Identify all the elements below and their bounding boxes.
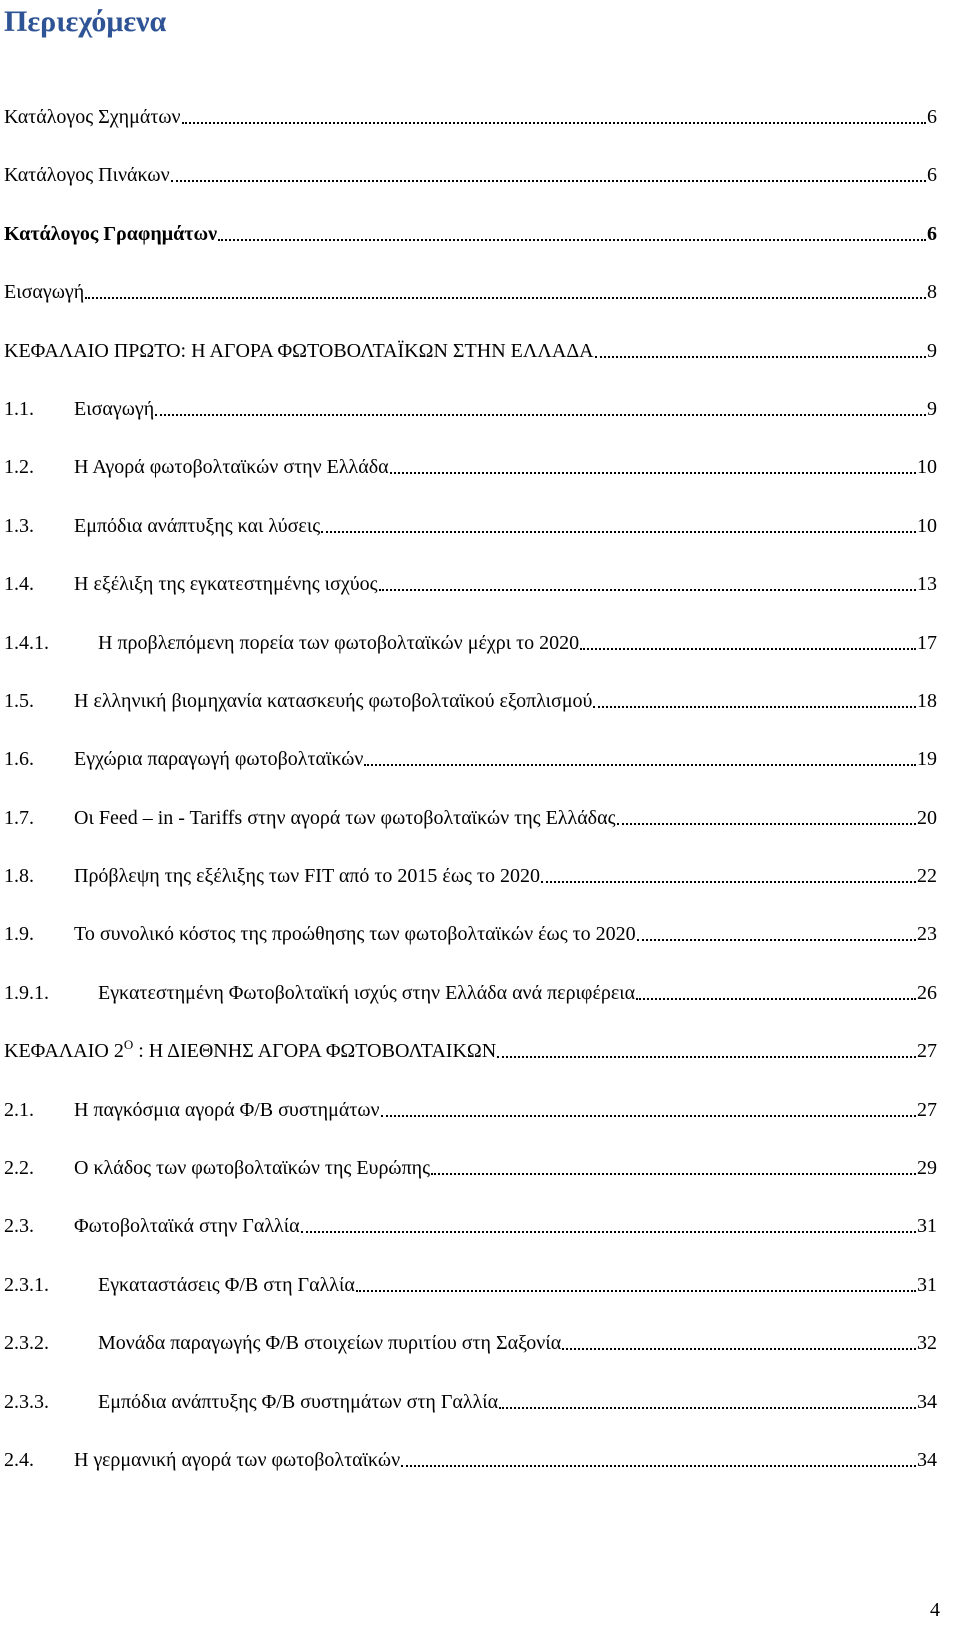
toc-dot-leader: [182, 103, 926, 131]
toc-dot-leader: [580, 629, 916, 657]
toc-entry-title: Η Αγορά φωτοβολταϊκών στην Ελλάδα: [74, 456, 389, 479]
toc-entry-title: Φωτοβολταϊκά στην Γαλλία: [74, 1215, 300, 1238]
toc-entry[interactable]: [4, 161, 937, 219]
toc-dot-leader: [541, 862, 916, 890]
toc-entry-title: ΚΕΦΑΛΑΙΟ 2: [4, 1040, 124, 1063]
toc-entry-number: 1.6.: [4, 748, 34, 771]
toc-entry[interactable]: [4, 278, 937, 336]
toc-entry-text: [74, 512, 320, 540]
toc-entry-text: [4, 161, 170, 189]
toc-entry-title: ΚΕΦΑΛΑΙΟ ΠΡΩΤΟ: Η ΑΓΟΡΑ ΦΩΤΟΒΟΛΤΑΪΚΩΝ ΣΤΗΝ ΕΛΛΑΔΑ: [4, 339, 594, 362]
toc-entry-text: [74, 1446, 400, 1474]
toc-entry[interactable]: [4, 1446, 937, 1504]
toc-dot-leader: [381, 1096, 916, 1124]
toc-entry-number: 2.3.2.: [4, 1332, 49, 1355]
toc-dot-leader: [636, 979, 916, 1007]
toc-list: [4, 103, 937, 1504]
toc-entry-text: [98, 629, 579, 657]
toc-entry-title: Κατάλογος Πινάκων: [4, 164, 170, 187]
toc-entry-page: 6: [927, 164, 937, 187]
toc-entry-title: Οι Feed – in - Tariffs στην αγορά των φωτοβολταϊκών της Ελλάδας: [74, 806, 616, 829]
toc-entry[interactable]: [4, 1096, 937, 1154]
toc-dot-leader: [497, 1037, 916, 1065]
toc-entry-title: Εγχώρια παραγωγή φωτοβολταϊκών: [74, 748, 364, 771]
toc-entry-title: Εμπόδια ανάπτυξης Φ/Β συστημάτων στη Γαλλία: [98, 1390, 499, 1413]
toc-entry[interactable]: [4, 687, 937, 745]
toc-entry-page: 26: [917, 981, 937, 1004]
toc-dot-leader: [401, 1446, 916, 1474]
toc-dot-leader: [499, 1388, 916, 1416]
toc-entry[interactable]: [4, 920, 937, 978]
toc-entry-page: 34: [917, 1448, 937, 1471]
toc-dot-leader: [85, 278, 926, 306]
toc-entry-page: 10: [917, 456, 937, 479]
toc-dot-leader: [593, 687, 916, 715]
toc-entry-page: 17: [917, 631, 937, 654]
toc-entry-text: [4, 220, 217, 248]
toc-entry-title: Κατάλογος Σχημάτων: [4, 106, 181, 128]
toc-entry[interactable]: [4, 1388, 937, 1446]
toc-entry-number: 2.4.: [4, 1448, 34, 1471]
toc-entry-page: 27: [917, 1040, 937, 1063]
toc-title: Περιεχόμενα: [4, 5, 167, 38]
toc-entry-text: [74, 453, 389, 481]
toc-entry[interactable]: [4, 804, 937, 862]
toc-entry[interactable]: [4, 512, 937, 570]
toc-entry[interactable]: [4, 1037, 937, 1095]
toc-entry-number: 1.7.: [4, 806, 34, 829]
toc-entry-text: [74, 1154, 430, 1182]
toc-dot-leader: [617, 804, 916, 832]
toc-entry-number: 2.2.: [4, 1157, 34, 1180]
toc-entry-title: Εμπόδια ανάπτυξης και λύσεις: [74, 514, 321, 537]
toc-entry-text: [4, 103, 181, 131]
toc-entry-number: 1.5.: [4, 689, 34, 712]
toc-entry-number: 2.3.1.: [4, 1273, 49, 1296]
toc-entry-page: 18: [917, 689, 937, 712]
toc-entry-number: 2.3.: [4, 1215, 34, 1238]
toc-dot-leader: [171, 161, 926, 189]
toc-entry[interactable]: [4, 103, 937, 161]
toc-entry-page: 29: [917, 1157, 937, 1180]
toc-entry-text: [74, 395, 154, 423]
toc-entry[interactable]: [4, 395, 937, 453]
toc-entry[interactable]: [4, 1329, 937, 1387]
toc-entry[interactable]: [4, 1212, 937, 1270]
toc-entry-number: 1.2.: [4, 456, 34, 479]
toc-entry-title: Κατάλογος Γραφημάτων: [4, 222, 218, 245]
toc-dot-leader: [595, 337, 926, 365]
toc-entry-page: 8: [927, 281, 937, 304]
toc-dot-leader: [364, 745, 916, 773]
toc-entry[interactable]: [4, 979, 937, 1037]
toc-entry[interactable]: [4, 453, 937, 511]
toc-entry-title: Εισαγωγή: [4, 281, 85, 304]
toc-dot-leader: [301, 1212, 916, 1240]
toc-dot-leader: [390, 453, 916, 481]
toc-entry-number: 2.3.3.: [4, 1390, 49, 1413]
toc-entry-title: Η εξέλιξη της εγκατεστημένης ισχύος: [74, 573, 378, 596]
toc-entry-text: [74, 687, 592, 715]
toc-entry-number: 1.4.1.: [4, 631, 49, 654]
toc-entry-page: 13: [917, 573, 937, 596]
toc-entry-title: Η ελληνική βιομηχανία κατασκευής φωτοβολταϊκού εξοπλισμού: [74, 689, 593, 712]
toc-entry-title: Εισαγωγή: [74, 397, 155, 420]
page-number: 4: [930, 1599, 940, 1621]
toc-entry-page: 10: [917, 514, 937, 537]
toc-entry[interactable]: [4, 570, 937, 628]
toc-entry[interactable]: [4, 220, 937, 278]
toc-dot-leader: [321, 512, 916, 540]
toc-entry-title: Ο κλάδος των φωτοβολταϊκών της Ευρώπης: [74, 1157, 431, 1180]
toc-dot-leader: [637, 920, 916, 948]
toc-entry-text: [98, 979, 635, 1007]
toc-entry-page: 34: [917, 1390, 937, 1413]
toc-entry-title-continued: : Η ΔΙΕΘΝΗΣ ΑΓΟΡΑ ΦΩΤΟΒΟΛΤΑΙΚΩΝ: [133, 1040, 497, 1063]
toc-dot-leader: [562, 1329, 916, 1357]
toc-dot-leader: [218, 220, 926, 248]
toc-entry-page: 31: [917, 1273, 937, 1296]
toc-entry-title: Η γερμανική αγορά των φωτοβολταϊκών: [74, 1448, 401, 1471]
toc-entry-text: [74, 570, 378, 598]
toc-entry-text: [98, 1329, 561, 1357]
toc-entry-number: 1.4.: [4, 573, 34, 596]
toc-entry-title: Πρόβλεψη της εξέλιξης των FIT από το 2015 έως το 2020: [74, 865, 540, 888]
toc-entry-number: 1.9.1.: [4, 981, 49, 1004]
toc-entry-page: 19: [917, 748, 937, 771]
toc-entry-title: Εγκατεστημένη Φωτοβολταϊκή ισχύς στην Ελλάδα ανά περιφέρεια: [98, 981, 636, 1004]
toc-entry-number: 2.1.: [4, 1098, 34, 1121]
toc-entry-number: 1.1.: [4, 397, 34, 420]
toc-entry-text: [74, 1212, 300, 1240]
toc-entry-text: [4, 337, 594, 365]
toc-dot-leader: [431, 1154, 916, 1182]
toc-entry-text: [74, 804, 616, 832]
toc-entry-page: 27: [917, 1098, 937, 1121]
toc-entry-page: 22: [917, 865, 937, 888]
toc-dot-leader: [379, 570, 916, 598]
toc-entry-number: 1.8.: [4, 865, 34, 888]
toc-entry-text: [98, 1271, 355, 1299]
toc-entry-text: [74, 920, 636, 948]
toc-entry-page: 9: [927, 397, 937, 420]
toc-entry-text: [74, 745, 363, 773]
toc-entry-title: Μονάδα παραγωγής Φ/Β στοιχείων πυριτίου στη Σαξονία: [98, 1332, 562, 1355]
toc-entry-text: [98, 1388, 498, 1416]
toc-entry-title: Η παγκόσμια αγορά Φ/Β συστημάτων: [74, 1098, 380, 1121]
toc-entry[interactable]: [4, 337, 937, 395]
toc-entry-title: Εγκαταστάσεις Φ/Β στη Γαλλία: [98, 1273, 355, 1296]
toc-entry-page: 20: [917, 806, 937, 829]
toc-entry-page: 32: [917, 1332, 937, 1355]
toc-entry[interactable]: [4, 629, 937, 687]
toc-dot-leader: [356, 1271, 916, 1299]
toc-entry[interactable]: [4, 1154, 937, 1212]
toc-entry-page: 6: [927, 106, 937, 128]
toc-entry[interactable]: [4, 862, 937, 920]
toc-entry[interactable]: [4, 745, 937, 803]
toc-entry-page: 6: [927, 222, 937, 245]
toc-entry-number: 1.3.: [4, 514, 34, 537]
toc-entry-text: [74, 862, 540, 890]
toc-entry-superscript: Ο: [123, 1037, 134, 1053]
toc-entry-number: 1.9.: [4, 923, 34, 946]
toc-entry-text: [4, 278, 84, 306]
toc-dot-leader: [155, 395, 926, 423]
toc-entry-title: Η προβλεπόμενη πορεία των φωτοβολταϊκών μέχρι το 2020: [98, 631, 580, 654]
toc-entry-title: Το συνολικό κόστος της προώθησης των φωτοβολταϊκών έως το 2020: [74, 923, 636, 946]
toc-entry-page: 9: [927, 339, 937, 362]
toc-entry-text: [74, 1096, 380, 1124]
toc-entry[interactable]: [4, 1271, 937, 1329]
toc-entry-page: 23: [917, 923, 937, 946]
toc-entry-text: [4, 1037, 496, 1065]
toc-entry-page: 31: [917, 1215, 937, 1238]
